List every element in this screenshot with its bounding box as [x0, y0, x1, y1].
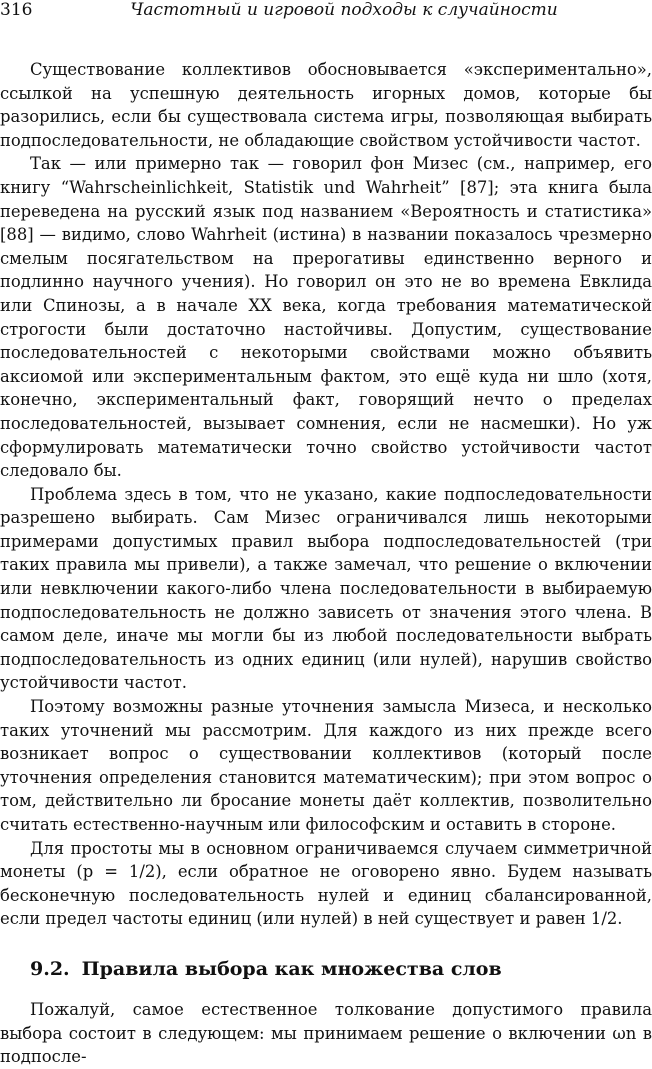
paragraph-6: Пожалуй, самое естественное толкование допустимого правила выбора состоит в следующем: мы принимаем решение о включении ωn в подпосле-	[0, 999, 652, 1067]
section-number: 9.2.	[30, 957, 70, 980]
running-title: Частотный и игровой подходы к случайности	[130, 0, 558, 20]
paragraph-4: Поэтому возможны разные уточнения замысла Мизеса, и несколько таких уточнений мы рассмотрим. Для каждого из них прежде всего возникает вопрос о существовании коллективов (который после уточнения определения становится математическим); при этом вопрос о том, действительно ли бросание монеты даёт коллектив, позволительно считать естественно-научным или философским и оставить в стороне.	[0, 697, 652, 834]
paragraph-2: Так — или примерно так — говорил фон Мизес (см., например, его книгу “Wahrscheinlichkeit, Statistik und Wahrheit” [87]; эта книга была переведена на русский язык под названием «Вероятность и статистика» [88] — видимо, слово Wahrheit (истина) в названии показалось чрезмерно смелым посягательством на прерогативы единственно верного и подлинно научного учения). Но говорил он это не во времена Евклида или Спинозы, а в начале XX века, когда требования математической строгости были достаточно настойчивы. Допустим, существование последовательностей с некоторыми свойствами можно объявить аксиомой или экспериментальным фактом, это ещё куда ни шло (хотя, конечно, экспериментальный факт, говорящий нечто о пределах последовательностей, вызывает сомнения, если не насмешки). Но уж сформулировать математически точно свойство устойчивости частот следовало бы.	[0, 154, 652, 481]
page-number: 316	[0, 0, 33, 20]
paragraph-5: Для простоты мы в основном ограничиваемся случаем симметричной монеты (p = 1/2), если обратное не оговорено явно. Будем называть бесконечную последовательность нулей и единиц сбалансированной, если предел частоты единиц (или нулей) в ней существует и равен 1/2.	[0, 838, 652, 929]
paragraph-1: Существование коллективов обосновывается «экспериментально», ссылкой на успешную деятельность игорных домов, которые бы разорились, если бы существовала система игры, позволяющая выбирать подпоследовательности, не обладающие свойством устойчивости частот.	[0, 60, 652, 150]
main-text	[0, 58, 652, 1069]
paragraph-3: Проблема здесь в том, что не указано, какие подпоследовательности разрешено выбирать. Сам Мизес ограничивался лишь некоторыми примерами допустимых правил выбора подпоследовательностей (три таких правила мы привели), а также замечал, что решение о включении или невключении какого-либо члена последовательности в выбираемую подпоследовательность не должно зависеть от значения этого члена. В самом деле, иначе мы могли бы из любой последовательности выбрать подпоследовательность из одних единиц (или нулей), нарушив свойство устойчивости частот.	[0, 484, 652, 693]
page-header	[0, 0, 652, 24]
section-heading	[0, 956, 652, 982]
section-title: Правила выбора как множества слов	[81, 957, 502, 980]
